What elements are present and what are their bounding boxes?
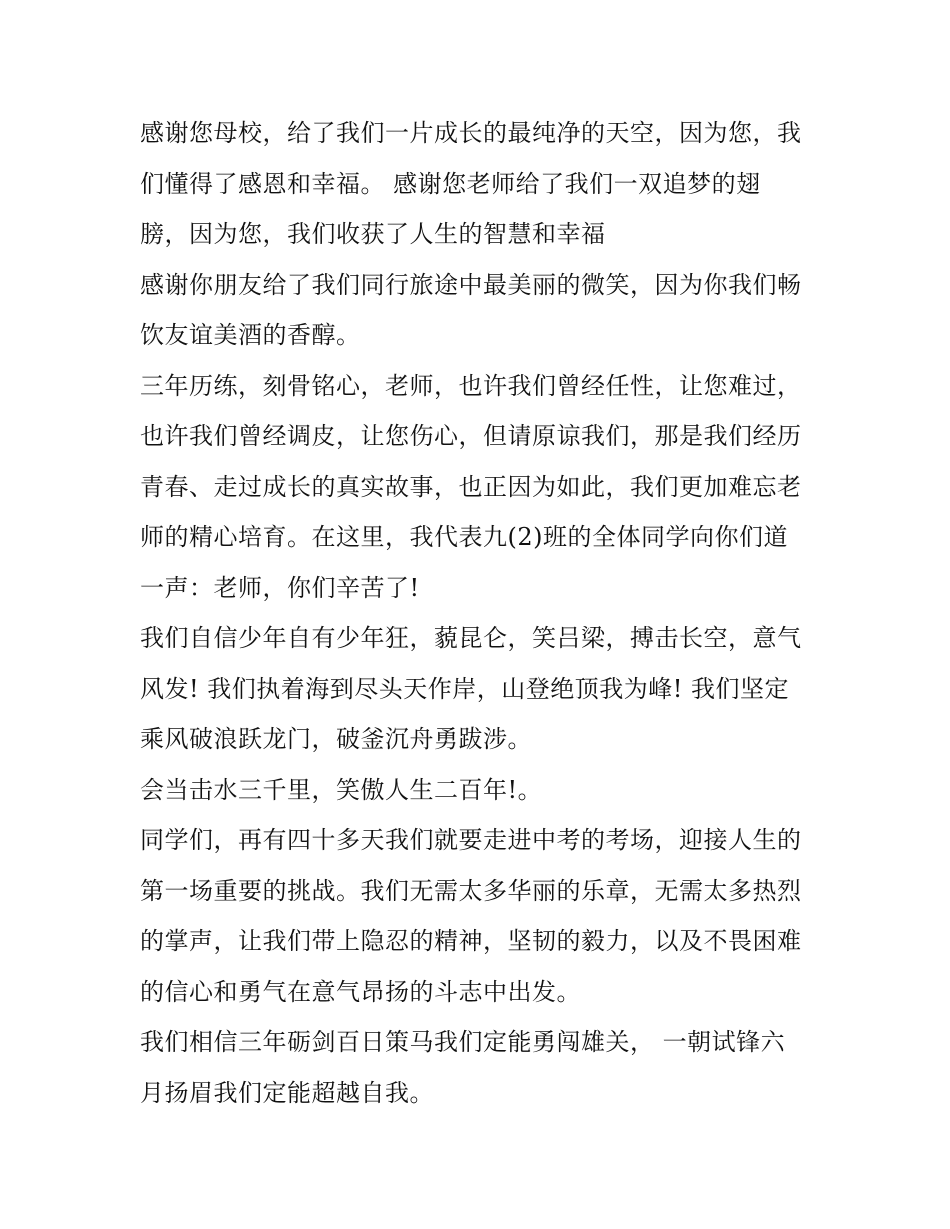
text-line: 三年历练，刻骨铭心，老师，也许我们曾经任性，让您难过， <box>140 371 802 400</box>
text-line: 师的精心培育。在这里，我代表九(2)班的全体同学向你们道 <box>140 523 788 551</box>
text-line: 会当击水三千里，笑傲人生二百年!。 <box>140 775 543 804</box>
text-line: 风发! 我们执着海到尽头天作岸，山登绝顶我为峰! 我们坚定 <box>140 674 790 703</box>
text-line: 也许我们曾经调皮，让您伤心，但请原谅我们，那是我们经历 <box>140 422 802 450</box>
text-line: 我们相信三年砺剑百日策马我们定能勇闯雄关， 一朝试锋六 <box>140 1028 786 1056</box>
text-line: 一声：老师，你们辛苦了! <box>140 573 420 602</box>
text-line: 饮友谊美酒的香醇。 <box>140 321 361 349</box>
text-line: 青春、走过成长的真实故事，也正因为如此，我们更加难忘老 <box>140 472 802 501</box>
text-line: 感谢您母校，给了我们一片成长的最纯净的天空，因为您，我 <box>140 119 802 147</box>
text-line: 感谢你朋友给了我们同行旅途中最美丽的微笑，因为你我们畅 <box>140 270 802 299</box>
text-line: 第一场重要的挑战。我们无需太多华丽的乐章，无需太多热烈 <box>140 876 802 905</box>
text-line: 们懂得了感恩和幸福。 感谢您老师给了我们一双追梦的翅 <box>140 169 761 198</box>
text-line: 的信心和勇气在意气昂扬的斗志中出发。 <box>140 977 581 1006</box>
document-body <box>140 108 816 1118</box>
text-line: 同学们，再有四十多天我们就要走进中考的考场，迎接人生的 <box>140 826 802 854</box>
text-line: 的掌声，让我们带上隐忍的精神，坚韧的毅力，以及不畏困难 <box>140 927 802 955</box>
text-line: 月扬眉我们定能超越自我。 <box>140 1078 434 1107</box>
text-line: 我们自信少年自有少年狂，藐昆仑，笑吕梁，搏击长空，意气 <box>140 624 802 652</box>
text-line: 乘风破浪跃龙门，破釜沉舟勇跋涉。 <box>140 725 532 753</box>
text-line: 膀，因为您，我们收获了人生的智慧和幸福 <box>140 220 606 248</box>
